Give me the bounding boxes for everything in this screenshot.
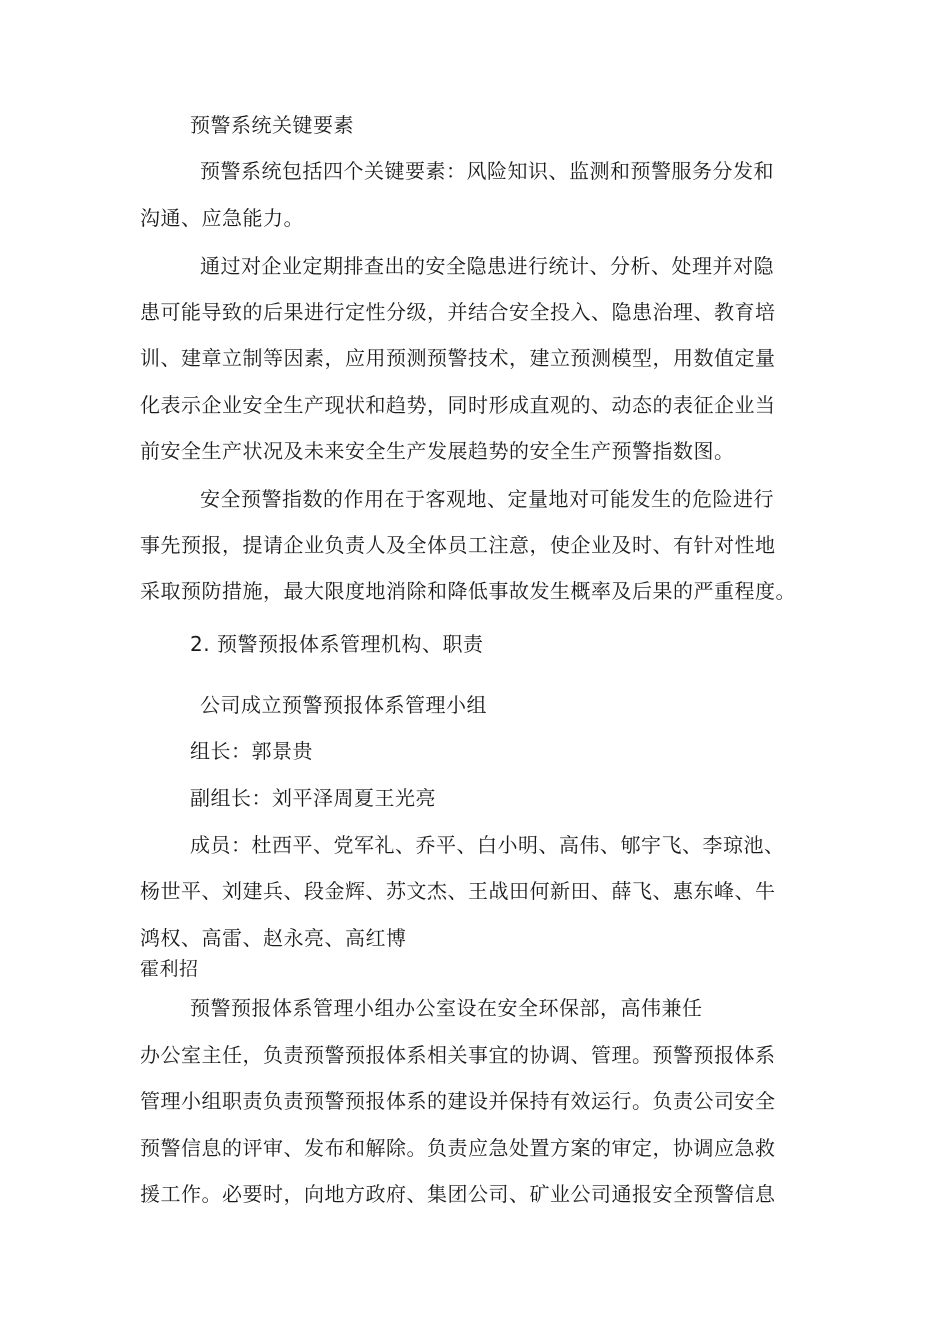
paragraph-line: 预警系统包括四个关键要素：风险知识、监测和预警服务分发和 [200,159,774,183]
paragraph-line: 通过对企业定期排查出的安全隐患进行统计、分析、处理并对隐 [200,254,774,278]
leader-line: 组长：郭景贵 [190,739,313,763]
paragraph-line: 前安全生产状况及未来安全生产发展趋势的安全生产预警指数图。 [140,439,735,463]
paragraph-line: 预警预报体系管理小组办公室设在安全环保部，高伟兼任 [190,996,703,1020]
paragraph-line: 训、建章立制等因素，应用预测预警技术，建立预测模型，用数值定量 [140,346,776,370]
paragraph-line: 安全预警指数的作用在于客观地、定量地对可能发生的危险进行 [200,487,774,511]
members-line: 成员：杜西平、党军礼、乔平、白小明、高伟、郇宇飞、李琼池、 [190,833,785,857]
paragraph-line: 管理小组职责负责预警预报体系的建设并保持有效运行。负责公司安全 [140,1089,776,1113]
paragraph-line: 事先预报，提请企业负责人及全体员工注意，使企业及时、有针对性地 [140,533,776,557]
paragraph-line: 预警信息的评审、发布和解除。负责应急处置方案的审定，协调应急救 [140,1136,776,1160]
section-heading: 预警系统关键要素 [190,113,354,137]
paragraph-line: 采取预防措施，最大限度地消除和降低事故发生概率及后果的严重程度。 [140,579,796,603]
members-line: 鸿权、高雷、赵永亮、高红博 [140,926,407,950]
paragraph-line: 沟通、应急能力。 [140,206,304,230]
section-heading: 2. 预警预报体系管理机构、职责 [190,632,484,656]
paragraph-line: 患可能导致的后果进行定性分级，并结合安全投入、隐患治理、教育培 [140,300,776,324]
paragraph-line: 化表示企业安全生产现状和趋势，同时形成直观的、动态的表征企业当 [140,393,776,417]
deputy-line: 副组长：刘平泽周夏王光亮 [190,786,436,810]
paragraph-line: 公司成立预警预报体系管理小组 [200,693,487,717]
paragraph-line: 办公室主任，负责预警预报体系相关事宜的协调、管理。预警预报体系 [140,1043,776,1067]
members-line: 霍利招 [140,958,199,980]
paragraph-line: 援工作。必要时，向地方政府、集团公司、矿业公司通报安全预警信息 [140,1182,776,1206]
members-line: 杨世平、刘建兵、段金辉、苏文杰、王战田何新田、薛飞、惠东峰、牛 [140,879,776,903]
